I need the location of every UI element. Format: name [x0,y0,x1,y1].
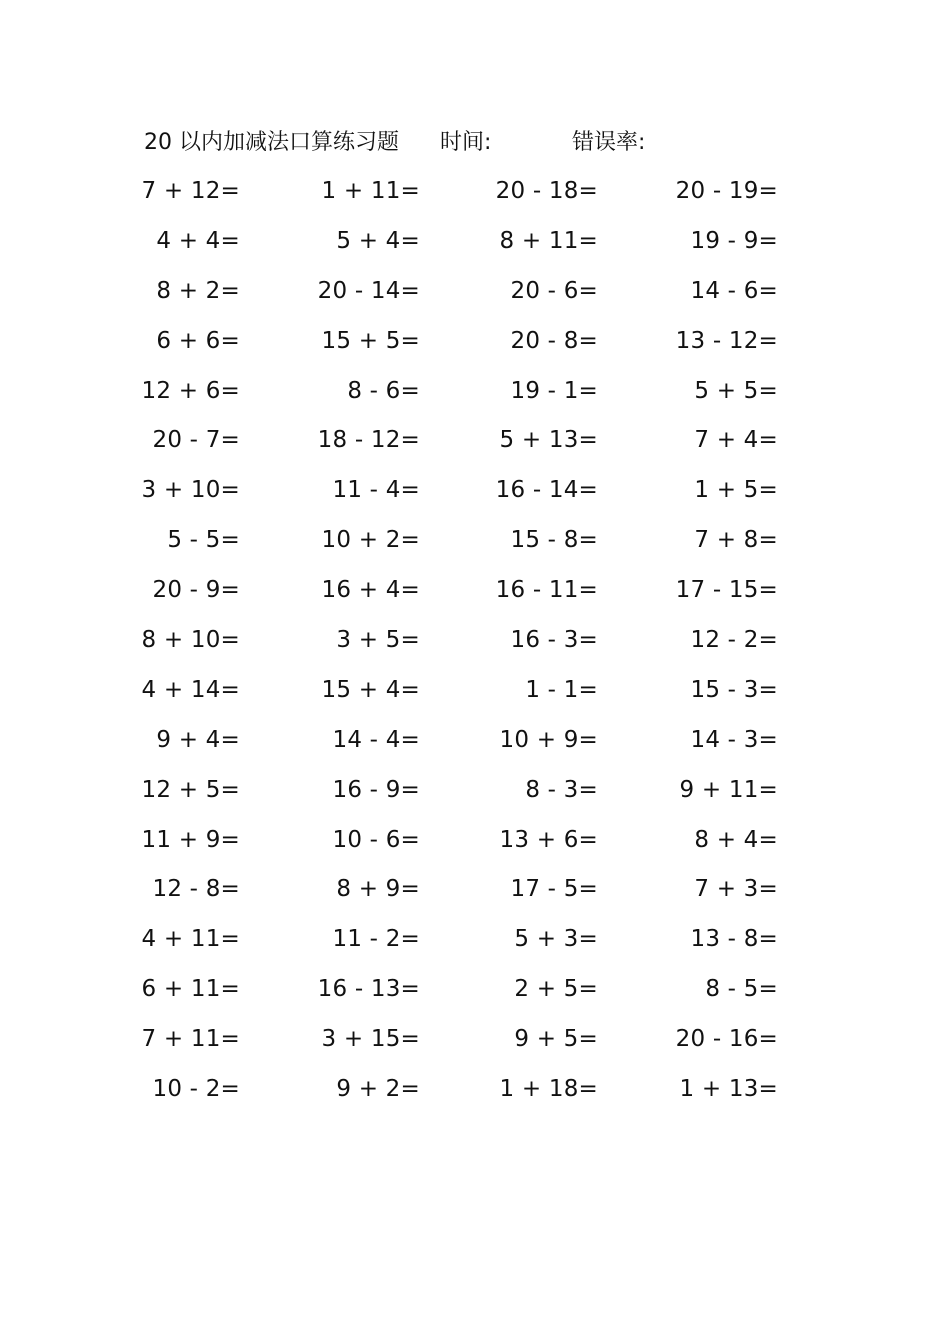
math-problem: 20 - 16= [675,1026,778,1053]
math-problem: 12 + 6= [141,377,240,404]
math-problem: 3 + 15= [321,1026,420,1053]
math-problem: 7 + 11= [141,1026,240,1053]
math-problem: 20 - 14= [317,277,420,304]
math-problem: 8 + 2= [156,277,240,304]
math-problem: 8 - 3= [525,776,598,803]
math-problem: 1 + 18= [499,1076,598,1103]
problem-row [0,671,950,721]
problem-row [0,1070,950,1120]
problem-row [0,1020,950,1070]
math-problem: 20 - 9= [152,577,240,604]
problem-row [0,172,950,222]
math-problem: 20 - 8= [510,327,598,354]
math-problem: 8 + 4= [694,826,778,853]
problem-row [0,322,950,372]
problem-row [0,222,950,272]
math-problem: 4 + 11= [141,926,240,953]
math-problem: 12 + 5= [141,776,240,803]
math-problem: 12 - 8= [152,876,240,903]
problem-row [0,821,950,871]
problem-row [0,421,950,471]
math-problem: 7 + 3= [694,876,778,903]
math-problem: 8 + 11= [499,227,598,254]
math-problem: 16 - 13= [317,976,420,1003]
math-problem: 16 - 14= [495,477,598,504]
math-problem: 16 - 9= [332,776,420,803]
math-problem: 14 - 4= [332,726,420,753]
math-problem: 13 - 8= [690,926,778,953]
problem-row [0,970,950,1020]
time-label: 时间: [440,130,492,155]
worksheet-header [0,126,950,160]
problem-row [0,372,950,422]
math-problem: 8 + 10= [141,627,240,654]
math-problem: 17 - 15= [675,577,778,604]
math-problem: 5 + 13= [499,427,598,454]
worksheet-title: 20 以内加减法口算练习题 [144,130,399,155]
math-problem: 5 + 4= [336,227,420,254]
math-problem: 9 + 4= [156,726,240,753]
math-problem: 3 + 5= [336,627,420,654]
math-problem: 7 + 4= [694,427,778,454]
math-problem: 10 - 2= [152,1076,240,1103]
problem-row [0,621,950,671]
math-problem: 5 + 5= [694,377,778,404]
math-problem: 20 - 6= [510,277,598,304]
math-problem: 13 - 12= [675,327,778,354]
math-problem: 20 - 7= [152,427,240,454]
math-problem: 14 - 6= [690,277,778,304]
math-problem: 15 + 5= [321,327,420,354]
problem-row [0,870,950,920]
math-problem: 18 - 12= [317,427,420,454]
math-problem: 4 + 14= [141,676,240,703]
problem-row [0,521,950,571]
math-problem: 8 - 6= [347,377,420,404]
math-problem: 1 + 11= [321,178,420,204]
math-problem: 16 + 4= [321,577,420,604]
problem-row [0,272,950,322]
math-problem: 14 - 3= [690,726,778,753]
math-problem: 1 + 5= [694,477,778,504]
math-problem: 5 + 3= [514,926,598,953]
problem-grid [0,172,950,1120]
math-problem: 11 + 9= [141,826,240,853]
math-problem: 16 - 3= [510,627,598,654]
problem-row [0,771,950,821]
math-problem: 9 + 2= [336,1076,420,1103]
math-problem: 20 - 19= [675,178,778,204]
math-problem: 17 - 5= [510,876,598,903]
math-problem: 6 + 6= [156,327,240,354]
math-problem: 9 + 11= [679,776,778,803]
math-problem: 1 + 13= [679,1076,778,1103]
math-problem: 10 - 6= [332,826,420,853]
math-problem: 12 - 2= [690,627,778,654]
math-problem: 15 + 4= [321,676,420,703]
problem-row [0,721,950,771]
problem-row [0,920,950,970]
math-problem: 8 - 5= [705,976,778,1003]
problem-row [0,471,950,521]
math-problem: 20 - 18= [495,178,598,204]
math-problem: 19 - 9= [690,227,778,254]
error-rate-label: 错误率: [572,130,646,155]
math-problem: 11 - 2= [332,926,420,953]
math-problem: 8 + 9= [336,876,420,903]
math-problem: 19 - 1= [510,377,598,404]
math-problem: 13 + 6= [499,826,598,853]
math-problem: 16 - 11= [495,577,598,604]
math-problem: 9 + 5= [514,1026,598,1053]
problem-row [0,571,950,621]
math-problem: 1 - 1= [525,676,598,703]
math-problem: 7 + 8= [694,527,778,554]
math-problem: 10 + 9= [499,726,598,753]
math-problem: 3 + 10= [141,477,240,504]
math-problem: 7 + 12= [141,178,240,204]
math-problem: 5 - 5= [167,527,240,554]
math-problem: 15 - 8= [510,527,598,554]
math-problem: 4 + 4= [156,227,240,254]
math-problem: 15 - 3= [690,676,778,703]
math-problem: 2 + 5= [514,976,598,1003]
math-problem: 11 - 4= [332,477,420,504]
math-problem: 6 + 11= [141,976,240,1003]
math-problem: 10 + 2= [321,527,420,554]
